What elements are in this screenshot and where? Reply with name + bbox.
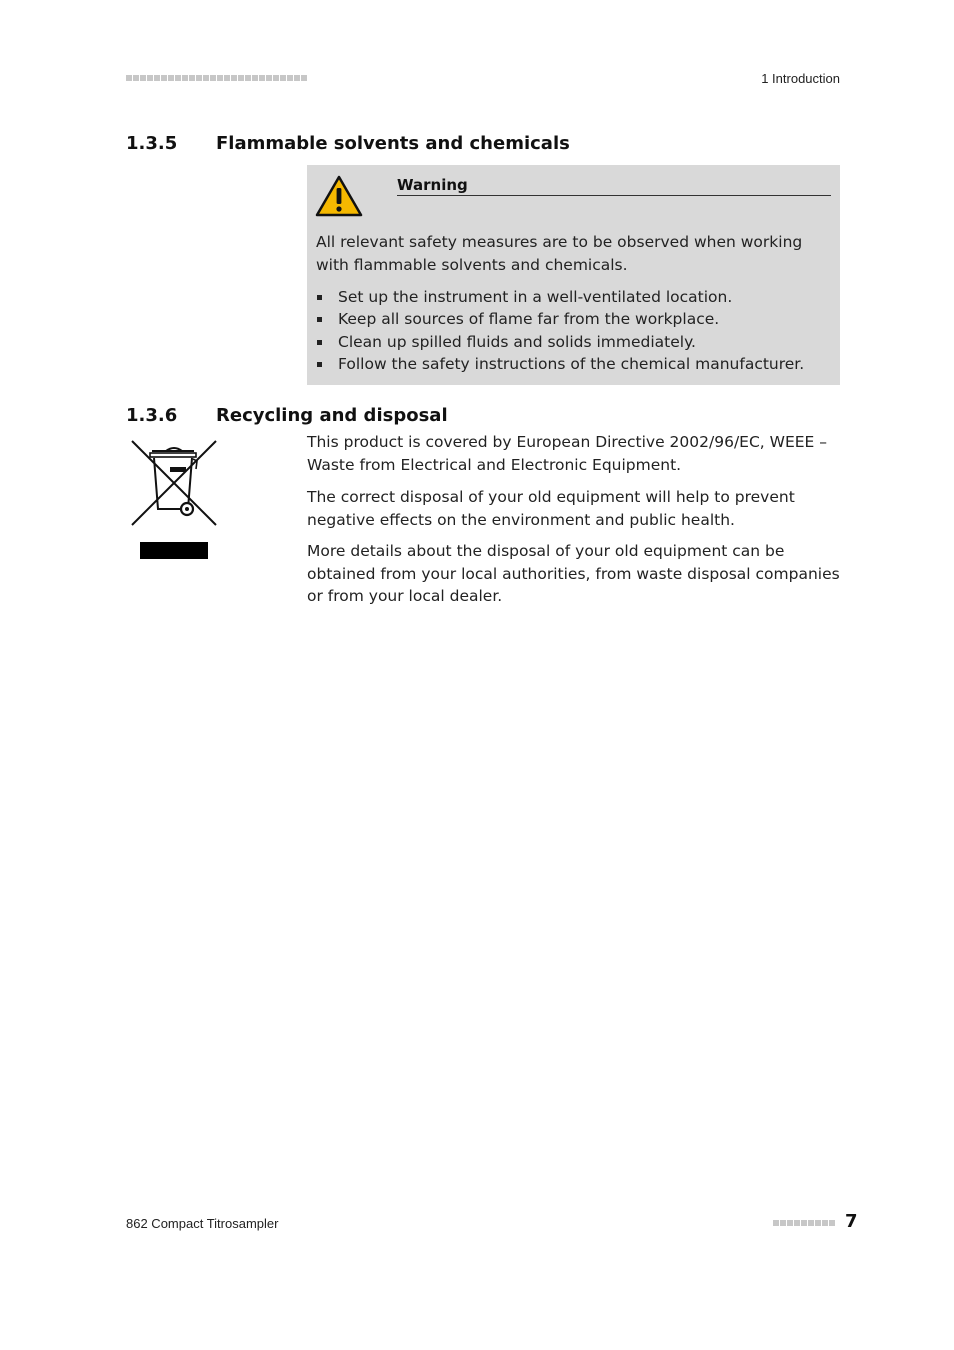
section-heading-recycling (126, 405, 448, 426)
crossed-out-wheelie-bin-icon (130, 437, 218, 562)
recycling-paragraph: This product is covered by European Directive 2002/96/EC, WEEE – Waste from Electrical and Electronic Equipment. (307, 433, 828, 474)
section-number: 1.3.5 (126, 133, 178, 154)
header-decoration (126, 75, 307, 82)
warning-triangle-icon (315, 175, 363, 217)
warning-intro: All relevant safety measures are to be observed when working with flammable solvents and chemicals. (316, 233, 803, 274)
warning-box (307, 165, 840, 385)
recycling-paragraph: More details about the disposal of your old equipment can be obtained from your local authorities, from waste disposal companies or from your local dealer. (307, 542, 840, 605)
section-title: Flammable solvents and chemicals (216, 133, 570, 154)
running-footer-title: 862 Compact Titrosampler (126, 1216, 279, 1231)
list-item: Keep all sources of flame far from the workplace. (316, 308, 831, 330)
warning-list (316, 286, 831, 375)
page-number: 7 (845, 1211, 858, 1232)
section-title: Recycling and disposal (216, 405, 448, 426)
section-heading-flammable (126, 133, 570, 154)
list-item: Set up the instrument in a well-ventilated location. (316, 286, 831, 308)
list-item: Clean up spilled fluids and solids immediately. (316, 331, 831, 353)
footer-decoration (773, 1220, 835, 1227)
section-number: 1.3.6 (126, 405, 178, 426)
running-header-chapter: 1 Introduction (761, 71, 840, 86)
recycling-paragraph: The correct disposal of your old equipment will help to prevent negative effects on the environment and public health. (307, 488, 795, 529)
list-item: Follow the safety instructions of the chemical manufacturer. (316, 353, 831, 375)
warning-title: Warning (397, 176, 831, 196)
